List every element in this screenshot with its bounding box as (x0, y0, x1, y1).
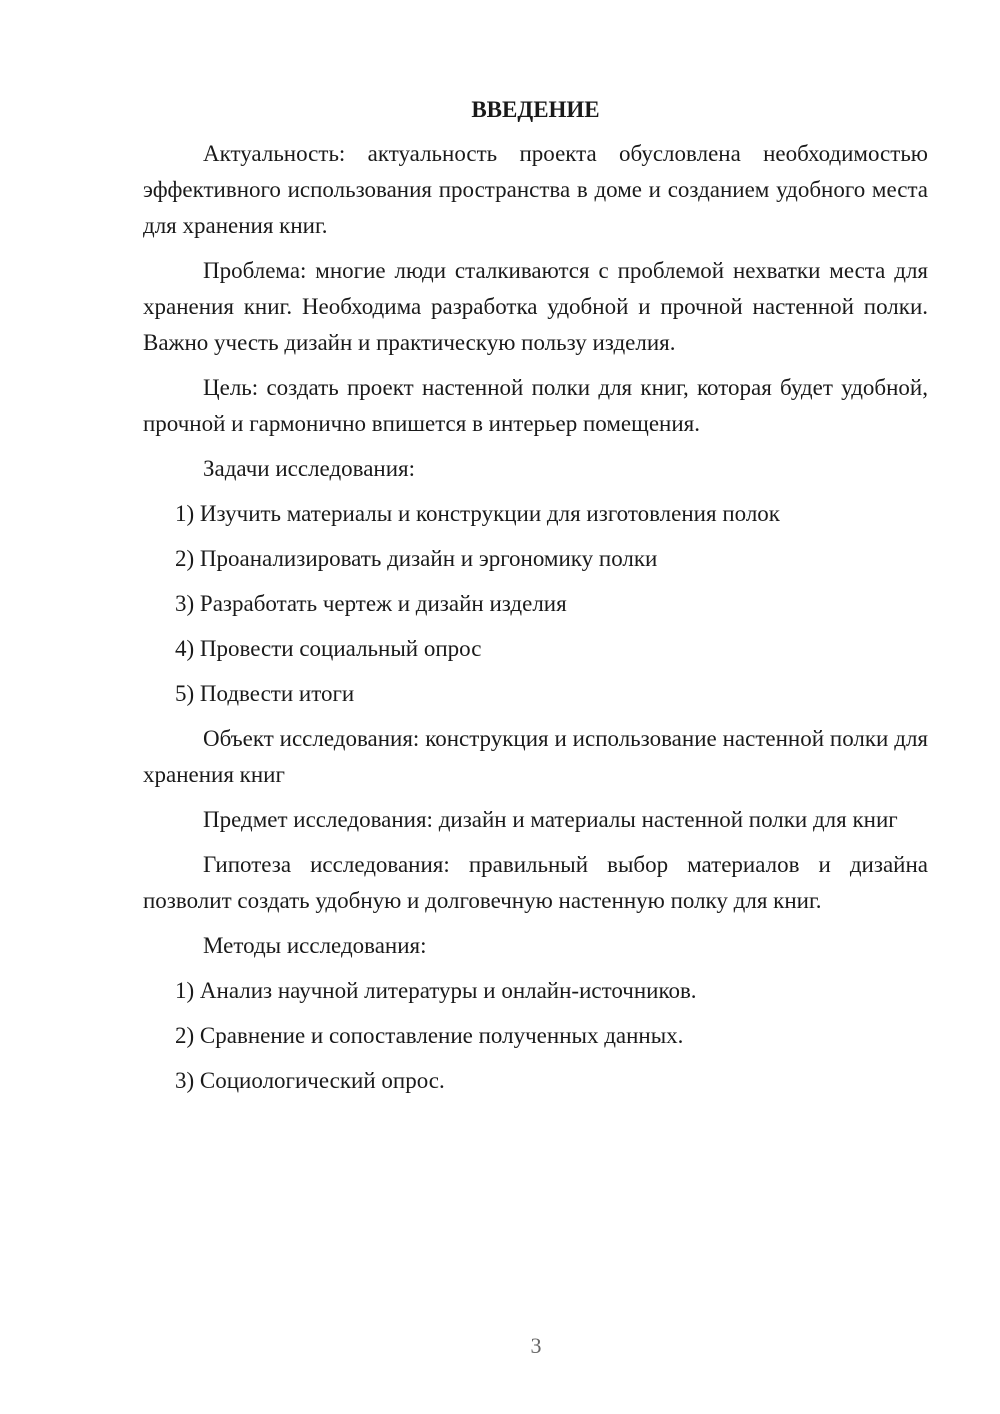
tasks-heading: Задачи исследования: (203, 456, 416, 481)
problem-paragraph: Проблема: многие люди сталкиваются с проблемой нехватки места для хранения книг. Необходима разработка удобной и прочной настенной полки. Важно учесть дизайн и практическую пользу изделия. (143, 258, 928, 355)
method-item: 1) Анализ научной литературы и онлайн-источников. (175, 978, 697, 1003)
methods-heading: Методы исследования: (203, 933, 427, 958)
task-item: 2) Проанализировать дизайн и эргономику полки (175, 546, 658, 571)
subject-paragraph: Предмет исследования: дизайн и материалы настенной полки для книг (203, 807, 898, 832)
task-item: 4) Провести социальный опрос (175, 636, 482, 661)
methods-list (143, 973, 928, 1099)
object-paragraph: Объект исследования: конструкция и использование настенной полки для хранения книг (143, 726, 928, 787)
task-item: 5) Подвести итоги (175, 681, 355, 706)
task-item: 1) Изучить материалы и конструкции для изготовления полок (175, 501, 780, 526)
tasks-list (143, 496, 928, 712)
hypothesis-paragraph: Гипотеза исследования: правильный выбор материалов и дизайна позволит создать удобную и долговечную настенную полку для книг. (143, 852, 928, 913)
method-item: 2) Сравнение и сопоставление полученных данных. (175, 1023, 684, 1048)
relevance-paragraph: Актуальность: актуальность проекта обусловлена необходимостью эффективного использования пространства в доме и созданием удобного места для хранения книг. (143, 141, 928, 238)
goal-paragraph: Цель: создать проект настенной полки для книг, которая будет удобной, прочной и гармонично впишется в интерьер помещения. (143, 375, 928, 436)
method-item: 3) Социологический опрос. (175, 1068, 445, 1093)
page-title: ВВЕДЕНИЕ (471, 97, 600, 122)
page-number: 3 (530, 1333, 542, 1358)
task-item: 3) Разработать чертеж и дизайн изделия (175, 591, 567, 616)
page-content (143, 92, 928, 1108)
